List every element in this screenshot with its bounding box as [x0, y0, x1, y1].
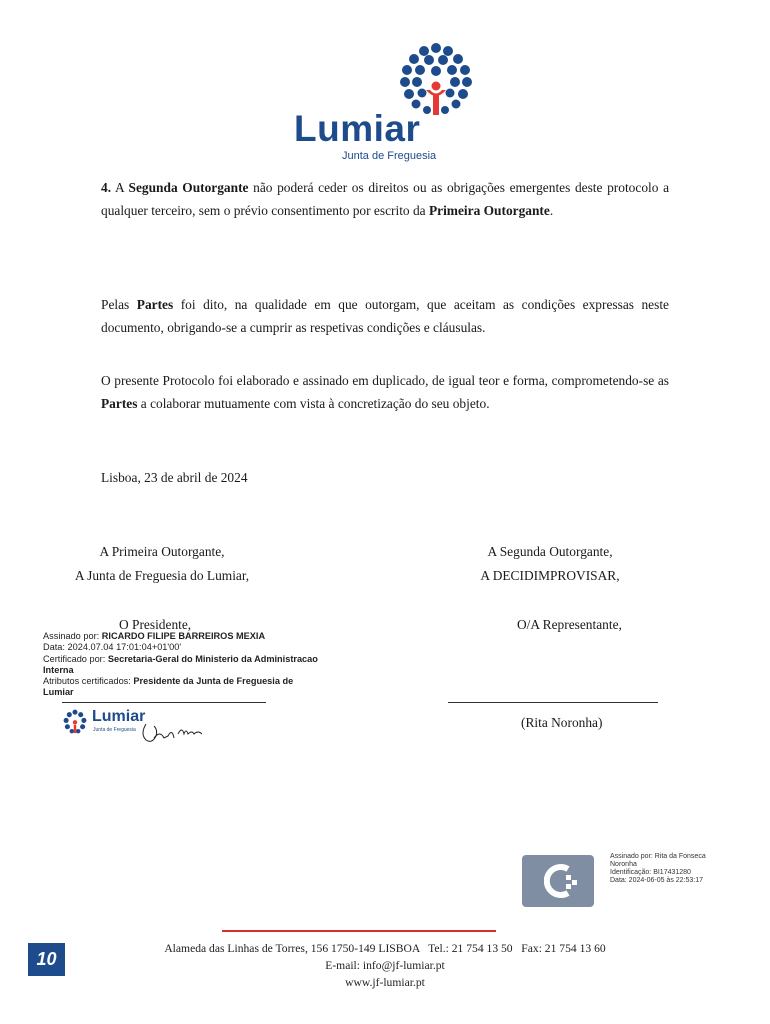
- footer-rule: [222, 930, 496, 932]
- left-signature-stamp: [62, 706, 212, 746]
- chave-movel-icon: [544, 863, 580, 899]
- digital-signature-left: [43, 631, 318, 699]
- left-signature-line: [62, 702, 266, 703]
- left-signatory-line1: A Primeira Outorgante,: [99, 544, 225, 559]
- page-number: 10: [28, 943, 65, 976]
- digital-signature-right: Assinado por: Rita da Fonseca Noronha Identificação: BI17431280 Data: 2024-06-05 às 22:53:17: [610, 853, 706, 884]
- stamp-wordmark: Lumiar: [92, 708, 146, 725]
- right-signatory-name: (Rita Noronha): [521, 715, 603, 730]
- place-date: Lisboa, 23 de abril de 2024: [101, 470, 248, 485]
- right-signatory-line1: A Segunda Outorgante,: [487, 544, 613, 559]
- protocol-paragraph: O presente Protocolo foi elaborado e assinado em duplicado, de igual teor e forma, comprometendo-se as Partes a colaborar mutuamente com vista à concretização do seu objeto.: [101, 373, 669, 411]
- small-tree-icon: [62, 709, 88, 735]
- left-signatory: [42, 540, 282, 588]
- header-logo: [290, 40, 480, 165]
- stamp-subtitle: Junta de Freguesia: [93, 727, 136, 733]
- cmd-signature-badge: [522, 855, 594, 907]
- footer-website[interactable]: www.jf-lumiar.pt: [345, 976, 425, 989]
- parties-paragraph: Pelas Partes foi dito, na qualidade em que outorgam, que aceitam as condições expressas neste documento, obrigando-se a cumprir as respetivas condições e cláusulas.: [101, 297, 669, 335]
- footer-address: Alameda das Linhas de Torres, 156 1750-149 LISBOA Tel.: 21 754 13 50 Fax: 21 754 13 60: [164, 942, 606, 955]
- right-signatory-role: O/A Representante,: [517, 617, 622, 632]
- dsig-attributes: Atributos certificados: Presidente da Junta de Freguesia de Lumiar: [43, 676, 294, 698]
- logo-wordmark: Lumiar: [294, 108, 421, 149]
- logo-subtitle: Junta de Freguesia: [342, 150, 437, 162]
- handwritten-signature: [138, 716, 208, 746]
- right-signature-line: [448, 702, 658, 703]
- footer-email[interactable]: E-mail: info@jf-lumiar.pt: [325, 959, 445, 972]
- dsig-date: Data: 2024.07.04 17:01:04+01'00': [43, 642, 182, 653]
- dsig-certificate: Certificado por: Secretaria-Geral do Ministerio da Administracao Interna: [43, 653, 318, 675]
- right-signatory-line2: A DECIDIMPROVISAR,: [480, 568, 620, 583]
- clause-4-paragraph: 4. A Segunda Outorgante não poderá ceder os direitos ou as obrigações emergentes deste protocolo a qualquer terceiro, sem o prévio consentimento por escrito da Primeira Outorgante.: [101, 180, 670, 218]
- footer: [100, 940, 670, 991]
- dsig-signed-by: Assinado por: RICARDO FILIPE BARREIROS MEXIA: [43, 631, 266, 641]
- left-signatory-role: O Presidente,: [119, 617, 192, 632]
- left-signatory-line2: A Junta de Freguesia do Lumiar,: [74, 568, 250, 583]
- right-signatory: [430, 540, 670, 588]
- clause-number: 4.: [101, 180, 112, 195]
